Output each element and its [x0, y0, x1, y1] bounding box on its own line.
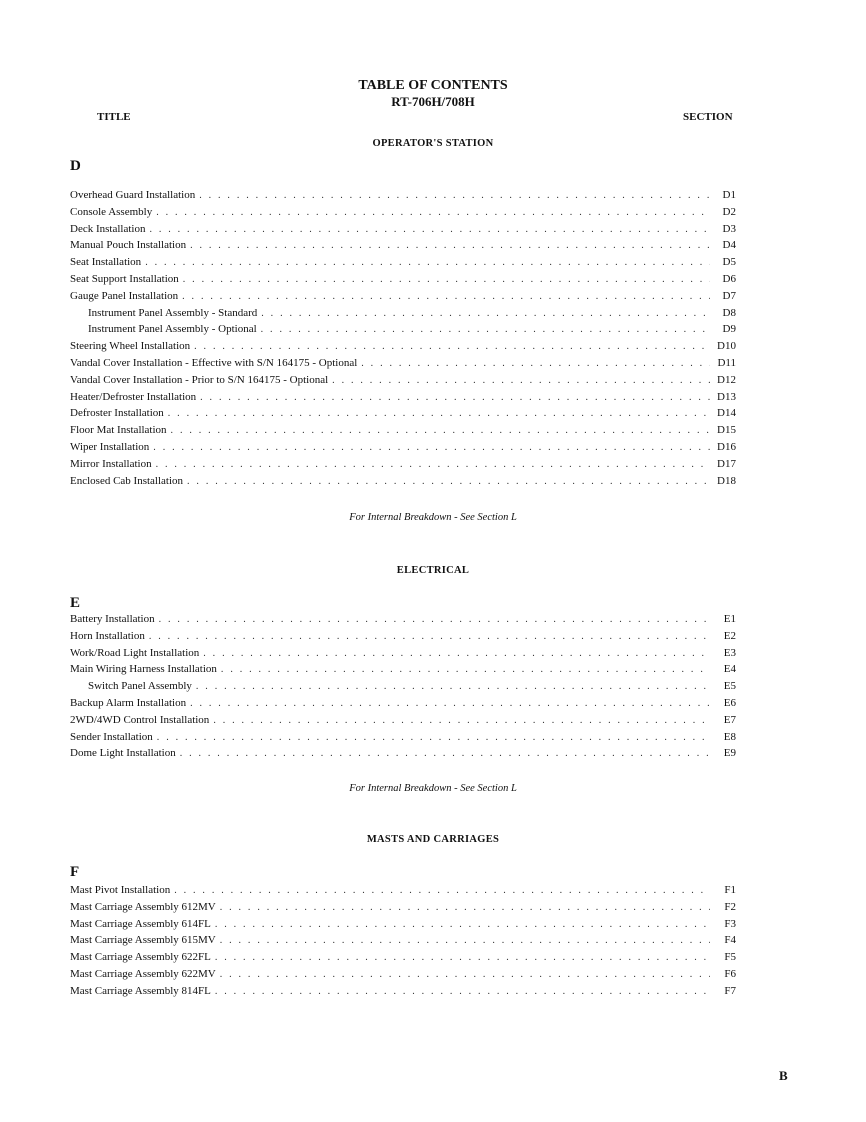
dot-leader — [196, 681, 710, 692]
toc-entry[interactable] — [70, 206, 736, 223]
section-note: For Internal Breakdown - See Section L — [349, 512, 517, 523]
toc-entry[interactable] — [70, 884, 736, 901]
dot-leader — [332, 375, 710, 386]
toc-entry-title: Vandal Cover Installation - Prior to S/N 164175 - Optional — [70, 373, 329, 386]
toc-entry[interactable] — [70, 424, 736, 441]
toc-entry[interactable] — [70, 391, 736, 408]
toc-entry[interactable] — [70, 934, 736, 951]
toc-entry-section: D12 — [717, 373, 736, 386]
section-heading: ELECTRICAL — [396, 565, 470, 576]
toc-entry-section: D16 — [717, 440, 736, 453]
dot-leader — [220, 969, 710, 980]
toc-entry-section: D15 — [717, 424, 736, 437]
dot-leader — [361, 358, 710, 369]
toc-entry-title: Enclosed Cab Installation — [70, 474, 184, 487]
toc-entry-title: Main Wiring Harness Installation — [70, 663, 217, 676]
toc-entry-title: Instrument Panel Assembly - Optional — [88, 323, 257, 336]
toc-entry[interactable] — [70, 918, 736, 935]
toc-entry-title: Mast Carriage Assembly 622FL — [70, 951, 211, 964]
toc-entry-title: Dome Light Installation — [70, 747, 176, 760]
toc-list-electrical — [70, 613, 736, 764]
dot-leader — [213, 715, 710, 726]
toc-entry-title: Mast Pivot Installation — [70, 884, 171, 896]
toc-entry-section: E9 — [723, 747, 736, 760]
toc-list-masts-and-carriages — [70, 884, 736, 1002]
toc-entry-section: F6 — [724, 967, 736, 980]
toc-entry-section: F3 — [724, 917, 736, 930]
toc-entry-section: E2 — [723, 629, 736, 642]
toc-entry-section: D2 — [722, 205, 736, 218]
section-note: For Internal Breakdown - See Section L — [349, 783, 517, 794]
toc-entry[interactable] — [70, 340, 736, 357]
dot-leader — [199, 190, 710, 201]
toc-entry[interactable] — [70, 475, 736, 492]
dot-leader — [149, 631, 710, 642]
toc-entry-title: Mast Carriage Assembly 614FL — [70, 917, 211, 930]
toc-entry-section: F5 — [724, 951, 736, 964]
dot-leader — [171, 425, 710, 436]
toc-entry-section: E1 — [723, 613, 736, 625]
toc-entry-section: D1 — [722, 189, 736, 201]
toc-entry[interactable] — [70, 189, 736, 206]
toc-entry-title: Horn Installation — [70, 629, 145, 642]
toc-entry[interactable] — [70, 357, 736, 374]
toc-entry[interactable] — [70, 256, 736, 273]
toc-entry-title: Deck Installation — [70, 222, 146, 235]
dot-leader — [194, 341, 710, 352]
toc-entry[interactable] — [70, 663, 736, 680]
dot-leader — [220, 935, 710, 946]
page-number: B — [779, 1068, 788, 1083]
dot-leader — [215, 986, 710, 997]
toc-entry[interactable] — [70, 731, 736, 748]
toc-entry-section: D7 — [722, 289, 736, 302]
toc-entry-section: E5 — [723, 680, 736, 693]
toc-entry-section: D14 — [717, 407, 736, 420]
dot-leader — [220, 902, 710, 913]
toc-entry-title: Heater/Defroster Installation — [70, 390, 197, 403]
toc-entry-title: Gauge Panel Installation — [70, 289, 179, 302]
toc-entry[interactable] — [70, 968, 736, 985]
toc-entry-title: Vandal Cover Installation - Effective with S/N 164175 - Optional — [70, 356, 358, 369]
toc-entry-title: Console Assembly — [70, 205, 153, 218]
toc-entry[interactable] — [70, 273, 736, 290]
dot-leader — [145, 257, 710, 268]
column-title-label: TITLE — [97, 111, 131, 123]
toc-entry-title: Defroster Installation — [70, 407, 164, 420]
toc-entry-section: F1 — [724, 884, 736, 896]
toc-entry-title: Floor Mat Installation — [70, 424, 167, 437]
toc-entry-section: D11 — [717, 356, 736, 369]
section-letter: E — [70, 595, 81, 611]
toc-entry-section: D10 — [717, 340, 736, 353]
dot-leader — [157, 732, 710, 743]
dot-leader — [261, 324, 710, 335]
toc-entry-section: F2 — [724, 900, 736, 913]
toc-entry-title: Work/Road Light Installation — [70, 646, 200, 659]
toc-entry[interactable] — [70, 223, 736, 240]
toc-entry-title: Mirror Installation — [70, 457, 152, 470]
toc-entry-title: Backup Alarm Installation — [70, 696, 187, 709]
toc-entry-title: Switch Panel Assembly — [88, 680, 192, 693]
toc-entry[interactable] — [70, 747, 736, 764]
toc-list-operators-station — [70, 189, 736, 491]
toc-entry-section: F7 — [724, 984, 736, 997]
dot-leader — [159, 614, 710, 625]
column-section-label: SECTION — [683, 111, 733, 123]
toc-entry[interactable] — [70, 985, 736, 1002]
toc-entry-section: D17 — [717, 457, 736, 470]
document-title: TABLE OF CONTENTS — [358, 78, 508, 93]
toc-entry-title: Sender Installation — [70, 730, 153, 743]
toc-entry[interactable] — [70, 374, 736, 391]
toc-entry-section: D8 — [722, 306, 736, 319]
toc-entry-title: Mast Carriage Assembly 612MV — [70, 900, 216, 913]
section-letter: D — [70, 158, 81, 174]
section-heading: MASTS AND CARRIAGES — [366, 834, 500, 845]
toc-entry[interactable] — [70, 697, 736, 714]
toc-entry[interactable] — [70, 630, 736, 647]
dot-leader — [183, 274, 710, 285]
toc-entry[interactable] — [70, 290, 736, 307]
toc-entry-title: Mast Carriage Assembly 622MV — [70, 967, 216, 980]
toc-entry-title: Manual Pouch Installation — [70, 239, 187, 252]
toc-entry-title: Mast Carriage Assembly 814FL — [70, 984, 211, 997]
toc-entry-section: F4 — [724, 934, 736, 947]
toc-entry[interactable] — [70, 901, 736, 918]
toc-entry-title: Mast Carriage Assembly 615MV — [70, 934, 216, 947]
toc-entry-section: E6 — [723, 696, 736, 709]
toc-entry[interactable] — [70, 407, 736, 424]
toc-entry-title: 2WD/4WD Control Installation — [70, 713, 210, 726]
toc-entry-section: E4 — [723, 663, 736, 676]
toc-entry[interactable] — [70, 239, 736, 256]
toc-entry-section: E7 — [723, 713, 736, 726]
dot-leader — [215, 952, 710, 963]
section-letter: F — [70, 864, 80, 880]
toc-entry-section: E3 — [723, 646, 736, 659]
toc-entry-section: D6 — [722, 272, 736, 285]
toc-entry[interactable] — [70, 680, 736, 697]
toc-entry[interactable] — [70, 307, 736, 324]
dot-leader — [149, 224, 710, 235]
toc-entry-title: Seat Support Installation — [70, 272, 179, 285]
toc-entry-section: D3 — [722, 222, 736, 235]
toc-entry-title: Overhead Guard Installation — [70, 189, 196, 201]
dot-leader — [261, 308, 710, 319]
dot-leader — [190, 240, 710, 251]
toc-entry-section: D9 — [722, 323, 736, 336]
toc-entry[interactable] — [70, 441, 736, 458]
dot-leader — [203, 648, 710, 659]
toc-entry[interactable] — [70, 647, 736, 664]
dot-leader — [200, 392, 710, 403]
model-number: RT-706H/708H — [391, 94, 475, 109]
dot-leader — [168, 408, 710, 419]
toc-entry-section: E8 — [723, 730, 736, 743]
dot-leader — [156, 459, 710, 470]
toc-entry[interactable] — [70, 323, 736, 340]
toc-entry-section: D18 — [717, 474, 736, 487]
dot-leader — [215, 919, 710, 930]
toc-entry[interactable] — [70, 613, 736, 630]
dot-leader — [174, 885, 710, 896]
toc-entry-title: Seat Installation — [70, 256, 142, 269]
dot-leader — [182, 291, 710, 302]
dot-leader — [187, 476, 710, 487]
dot-leader — [221, 664, 710, 675]
dot-leader — [190, 698, 710, 709]
toc-entry[interactable] — [70, 714, 736, 731]
toc-entry-section: D5 — [722, 256, 736, 269]
dot-leader — [156, 207, 710, 218]
toc-entry-title: Instrument Panel Assembly - Standard — [88, 306, 258, 319]
toc-entry-section: D13 — [717, 390, 736, 403]
toc-entry[interactable] — [70, 458, 736, 475]
toc-entry-title: Wiper Installation — [70, 440, 150, 453]
toc-entry-title: Battery Installation — [70, 613, 155, 625]
section-heading: OPERATOR'S STATION — [372, 138, 494, 149]
toc-entry-title: Steering Wheel Installation — [70, 340, 191, 353]
dot-leader — [180, 748, 710, 759]
dot-leader — [153, 442, 710, 453]
toc-entry[interactable] — [70, 951, 736, 968]
toc-entry-section: D4 — [722, 239, 736, 252]
